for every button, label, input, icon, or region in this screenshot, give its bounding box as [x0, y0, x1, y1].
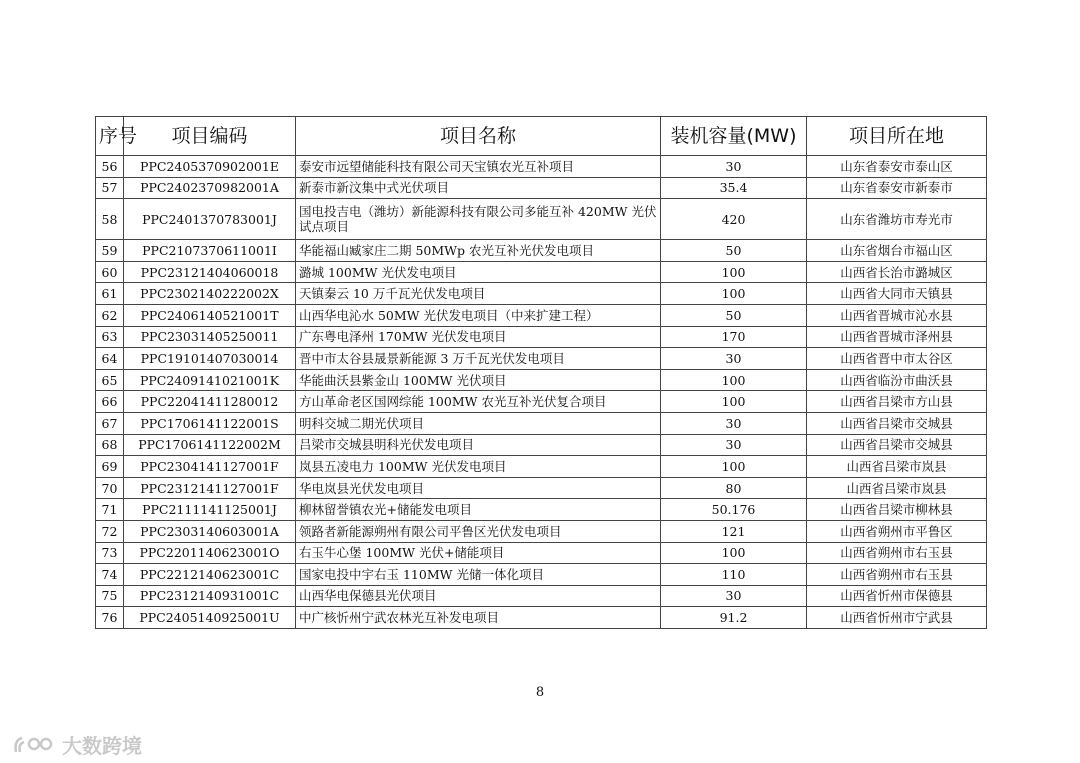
- cell-location: 山西省忻州市保德县: [807, 585, 987, 607]
- cell-location: 山西省大同市天镇县: [807, 283, 987, 305]
- cell-code: PPC2201140623001O: [124, 542, 296, 564]
- table-row: [96, 412, 987, 434]
- cell-name: 泰安市远望储能科技有限公司天宝镇农光互补项目: [296, 156, 661, 178]
- cell-no: 66: [96, 391, 124, 413]
- table-row: [96, 520, 987, 542]
- cell-no: 70: [96, 477, 124, 499]
- cell-name: 柳林留誉镇农光+储能发电项目: [296, 499, 661, 521]
- cell-name: 山西华电沁水 50MW 光伏发电项目（中来扩建工程）: [296, 304, 661, 326]
- cell-name: 华能福山臧家庄二期 50MWp 农光互补光伏发电项目: [296, 240, 661, 262]
- cell-code: PPC23121404060018: [124, 261, 296, 283]
- cell-no: 61: [96, 283, 124, 305]
- cell-location: 山西省长治市潞城区: [807, 261, 987, 283]
- table-row: [96, 326, 987, 348]
- header-name: 项目名称: [296, 117, 661, 156]
- table-row: [96, 456, 987, 478]
- table-row: [96, 283, 987, 305]
- cell-code: PPC2405140925001U: [124, 607, 296, 629]
- cell-no: 60: [96, 261, 124, 283]
- cell-code: PPC2302140222002X: [124, 283, 296, 305]
- cell-location: 山西省临汾市曲沃县: [807, 369, 987, 391]
- cell-capacity: 35.4: [661, 177, 807, 199]
- cell-no: 68: [96, 434, 124, 456]
- cell-name: 华能曲沃县紫金山 100MW 光伏项目: [296, 369, 661, 391]
- cell-code: PPC2312141127001F: [124, 477, 296, 499]
- cell-name: 天镇秦云 10 万千瓦光伏发电项目: [296, 283, 661, 305]
- cell-capacity: 420: [661, 199, 807, 240]
- cell-capacity: 50.176: [661, 499, 807, 521]
- cell-location: 山东省烟台市福山区: [807, 240, 987, 262]
- cell-code: PPC2111141125001J: [124, 499, 296, 521]
- cell-code: PPC2402370982001A: [124, 177, 296, 199]
- header-no: 序号: [96, 117, 124, 156]
- cell-name: 新泰市新汶集中式光伏项目: [296, 177, 661, 199]
- cell-location: 山西省朔州市平鲁区: [807, 520, 987, 542]
- cell-name: 吕梁市交城县明科光伏发电项目: [296, 434, 661, 456]
- cell-location: 山东省潍坊市寿光市: [807, 199, 987, 240]
- cell-code: PPC2401370783001J: [124, 199, 296, 240]
- cell-location: 山西省朔州市右玉县: [807, 564, 987, 586]
- cell-no: 73: [96, 542, 124, 564]
- header-code: 项目编码: [124, 117, 296, 156]
- table-row: [96, 369, 987, 391]
- cell-capacity: 30: [661, 156, 807, 178]
- cell-name: 岚县五凌电力 100MW 光伏发电项目: [296, 456, 661, 478]
- cell-no: 71: [96, 499, 124, 521]
- cell-capacity: 91.2: [661, 607, 807, 629]
- cell-code: PPC1706141122002M: [124, 434, 296, 456]
- cell-no: 72: [96, 520, 124, 542]
- cell-code: PPC2107370611001I: [124, 240, 296, 262]
- table-row: [96, 156, 987, 178]
- cell-location: 山西省晋城市沁水县: [807, 304, 987, 326]
- cell-location: 山东省泰安市泰山区: [807, 156, 987, 178]
- cell-no: 57: [96, 177, 124, 199]
- cell-location: 山西省晋城市泽州县: [807, 326, 987, 348]
- project-table: [95, 116, 987, 629]
- cell-no: 62: [96, 304, 124, 326]
- table-row: [96, 199, 987, 240]
- cell-no: 74: [96, 564, 124, 586]
- cell-name: 领路者新能源朔州有限公司平鲁区光伏发电项目: [296, 520, 661, 542]
- cell-location: 山西省吕梁市交城县: [807, 434, 987, 456]
- cell-code: PPC2212140623001C: [124, 564, 296, 586]
- cell-name: 右玉牛心堡 100MW 光伏+储能项目: [296, 542, 661, 564]
- table-row: [96, 499, 987, 521]
- table-row: [96, 304, 987, 326]
- cell-name: 国电投吉电（潍坊）新能源科技有限公司多能互补 420MW 光伏试点项目: [296, 199, 661, 240]
- cell-capacity: 100: [661, 456, 807, 478]
- cell-no: 58: [96, 199, 124, 240]
- header-capacity: 装机容量(MW): [661, 117, 807, 156]
- cell-capacity: 30: [661, 348, 807, 370]
- table-row: [96, 177, 987, 199]
- cell-location: 山西省忻州市宁武县: [807, 607, 987, 629]
- page-number: 8: [535, 685, 545, 700]
- cell-code: PPC2406140521001T: [124, 304, 296, 326]
- table-row: [96, 391, 987, 413]
- watermark-text: 大数跨境: [62, 734, 142, 758]
- cell-no: 67: [96, 412, 124, 434]
- cell-name: 山西华电保德县光伏项目: [296, 585, 661, 607]
- cell-no: 56: [96, 156, 124, 178]
- table-row: [96, 542, 987, 564]
- cell-no: 69: [96, 456, 124, 478]
- cell-no: 64: [96, 348, 124, 370]
- cell-code: PPC19101407030014: [124, 348, 296, 370]
- cell-location: 山西省吕梁市方山县: [807, 391, 987, 413]
- watermark: [12, 730, 142, 759]
- table-row: [96, 564, 987, 586]
- cell-no: 75: [96, 585, 124, 607]
- cell-code: PPC2409141021001K: [124, 369, 296, 391]
- cell-capacity: 100: [661, 369, 807, 391]
- cell-no: 76: [96, 607, 124, 629]
- table-row: [96, 434, 987, 456]
- cell-location: 山西省晋中市太谷区: [807, 348, 987, 370]
- cell-capacity: 100: [661, 261, 807, 283]
- cell-capacity: 30: [661, 412, 807, 434]
- cell-name: 中广核忻州宁武农林光互补发电项目: [296, 607, 661, 629]
- watermark-logo-icon: [12, 734, 56, 756]
- cell-capacity: 100: [661, 542, 807, 564]
- cell-name: 潞城 100MW 光伏发电项目: [296, 261, 661, 283]
- cell-code: PPC2405370902001E: [124, 156, 296, 178]
- table-row: [96, 348, 987, 370]
- cell-location: 山东省泰安市新泰市: [807, 177, 987, 199]
- cell-location: 山西省吕梁市岚县: [807, 477, 987, 499]
- cell-capacity: 50: [661, 240, 807, 262]
- table-row: [96, 240, 987, 262]
- table-row: [96, 477, 987, 499]
- cell-capacity: 170: [661, 326, 807, 348]
- cell-capacity: 100: [661, 391, 807, 413]
- header-location: 项目所在地: [807, 117, 987, 156]
- cell-no: 59: [96, 240, 124, 262]
- cell-name: 华电岚县光伏发电项目: [296, 477, 661, 499]
- cell-no: 65: [96, 369, 124, 391]
- cell-name: 国家电投中宇右玉 110MW 光储一体化项目: [296, 564, 661, 586]
- cell-location: 山西省吕梁市岚县: [807, 456, 987, 478]
- cell-code: PPC2304141127001F: [124, 456, 296, 478]
- cell-code: PPC23031405250011: [124, 326, 296, 348]
- table-row: [96, 607, 987, 629]
- cell-code: PPC1706141122001S: [124, 412, 296, 434]
- cell-location: 山西省吕梁市柳林县: [807, 499, 987, 521]
- cell-capacity: 50: [661, 304, 807, 326]
- cell-code: PPC2303140603001A: [124, 520, 296, 542]
- table-row: [96, 261, 987, 283]
- cell-code: PPC22041411280012: [124, 391, 296, 413]
- cell-capacity: 100: [661, 283, 807, 305]
- cell-name: 明科交城二期光伏项目: [296, 412, 661, 434]
- cell-code: PPC2312140931001C: [124, 585, 296, 607]
- table-row: [96, 585, 987, 607]
- cell-location: 山西省吕梁市交城县: [807, 412, 987, 434]
- cell-capacity: 30: [661, 585, 807, 607]
- cell-capacity: 80: [661, 477, 807, 499]
- table-header: [96, 117, 987, 156]
- cell-capacity: 110: [661, 564, 807, 586]
- cell-name: 方山革命老区国网综能 100MW 农光互补光伏复合项目: [296, 391, 661, 413]
- cell-capacity: 121: [661, 520, 807, 542]
- cell-no: 63: [96, 326, 124, 348]
- cell-capacity: 30: [661, 434, 807, 456]
- cell-name: 晋中市太谷县晟景新能源 3 万千瓦光伏发电项目: [296, 348, 661, 370]
- cell-name: 广东粤电泽州 170MW 光伏发电项目: [296, 326, 661, 348]
- cell-location: 山西省朔州市右玉县: [807, 542, 987, 564]
